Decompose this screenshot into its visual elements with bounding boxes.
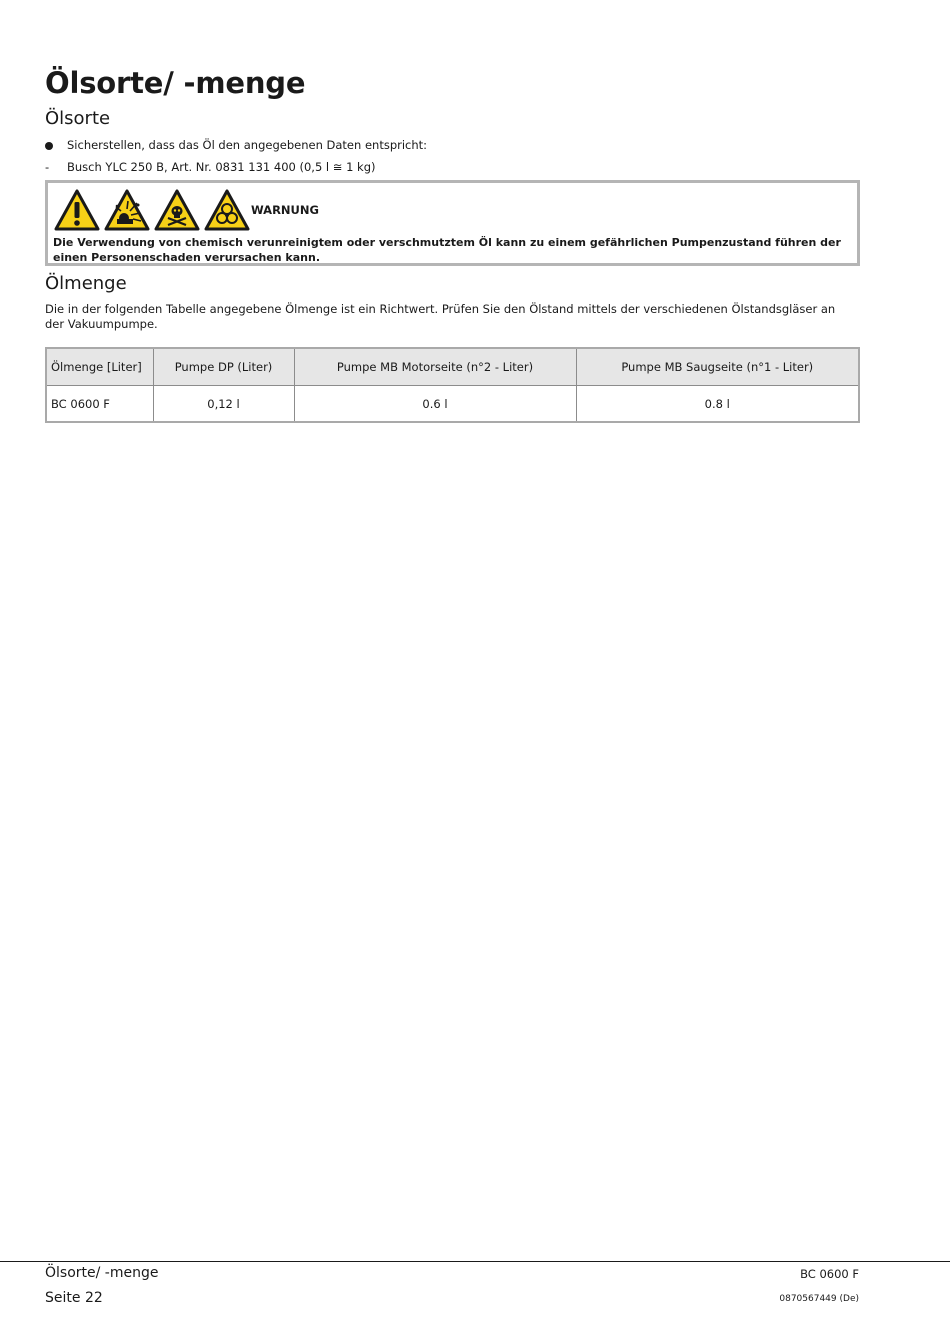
bullet-text: Sicherstellen, dass das Öl den angegebenen Daten entspricht:: [67, 138, 428, 152]
column-header: Pumpe MB Saugseite (n°1 - Liter): [576, 348, 859, 386]
footer-page-number: Seite 22: [45, 1290, 103, 1306]
explosive-warning-icon: [104, 189, 150, 231]
dash-marker: -: [45, 160, 50, 174]
section-heading-oilsort: Ölsorte: [45, 108, 111, 129]
section-heading-oilamount: Ölmenge: [45, 273, 127, 294]
column-header: Pumpe DP (Liter): [153, 348, 294, 386]
table-cell: 0.8 l: [576, 386, 859, 423]
warning-label: WARNUNG: [251, 203, 319, 217]
column-header: Pumpe MB Motorseite (n°2 - Liter): [294, 348, 576, 386]
footer-model: BC 0600 F: [800, 1267, 859, 1281]
table-cell: 0.6 l: [294, 386, 576, 423]
table-cell: BC 0600 F: [46, 386, 153, 423]
warning-text: Die Verwendung von chemisch verunreinigtem oder verschmutztem Öl kann zu einem gefährlichen Pumpenzustand führen der einen Personenschaden verursachen kann.: [53, 236, 841, 264]
footer-doc-number: 0870567449 (De): [779, 1294, 859, 1304]
biohazard-warning-icon: [204, 189, 250, 231]
oil-amount-table: [45, 347, 860, 423]
table-header-row: [46, 348, 859, 386]
column-header: Ölmenge [Liter]: [46, 348, 153, 386]
dash-text: Busch YLC 250 B, Art. Nr. 0831 131 400 (0,5 l ≅ 1 kg): [67, 160, 376, 174]
toxic-warning-icon: [154, 189, 200, 231]
table-row: [46, 386, 859, 423]
bullet-icon: [45, 138, 61, 153]
oil-amount-table-wrapper: [45, 347, 858, 424]
footer-divider: [0, 1261, 950, 1262]
general-warning-icon: [54, 189, 100, 231]
footer-section-title: Ölsorte/ -menge: [45, 1265, 159, 1281]
page-title: Ölsorte/ -menge: [45, 66, 306, 100]
warning-box: [45, 180, 860, 266]
intro-paragraph: Die in der folgenden Tabelle angegebene Ölmenge ist ein Richtwert. Prüfen Sie den Ölstand mittels der verschiedenen Ölstandsgläser an der Vakuumpumpe.: [45, 302, 836, 331]
table-cell: 0,12 l: [153, 386, 294, 423]
